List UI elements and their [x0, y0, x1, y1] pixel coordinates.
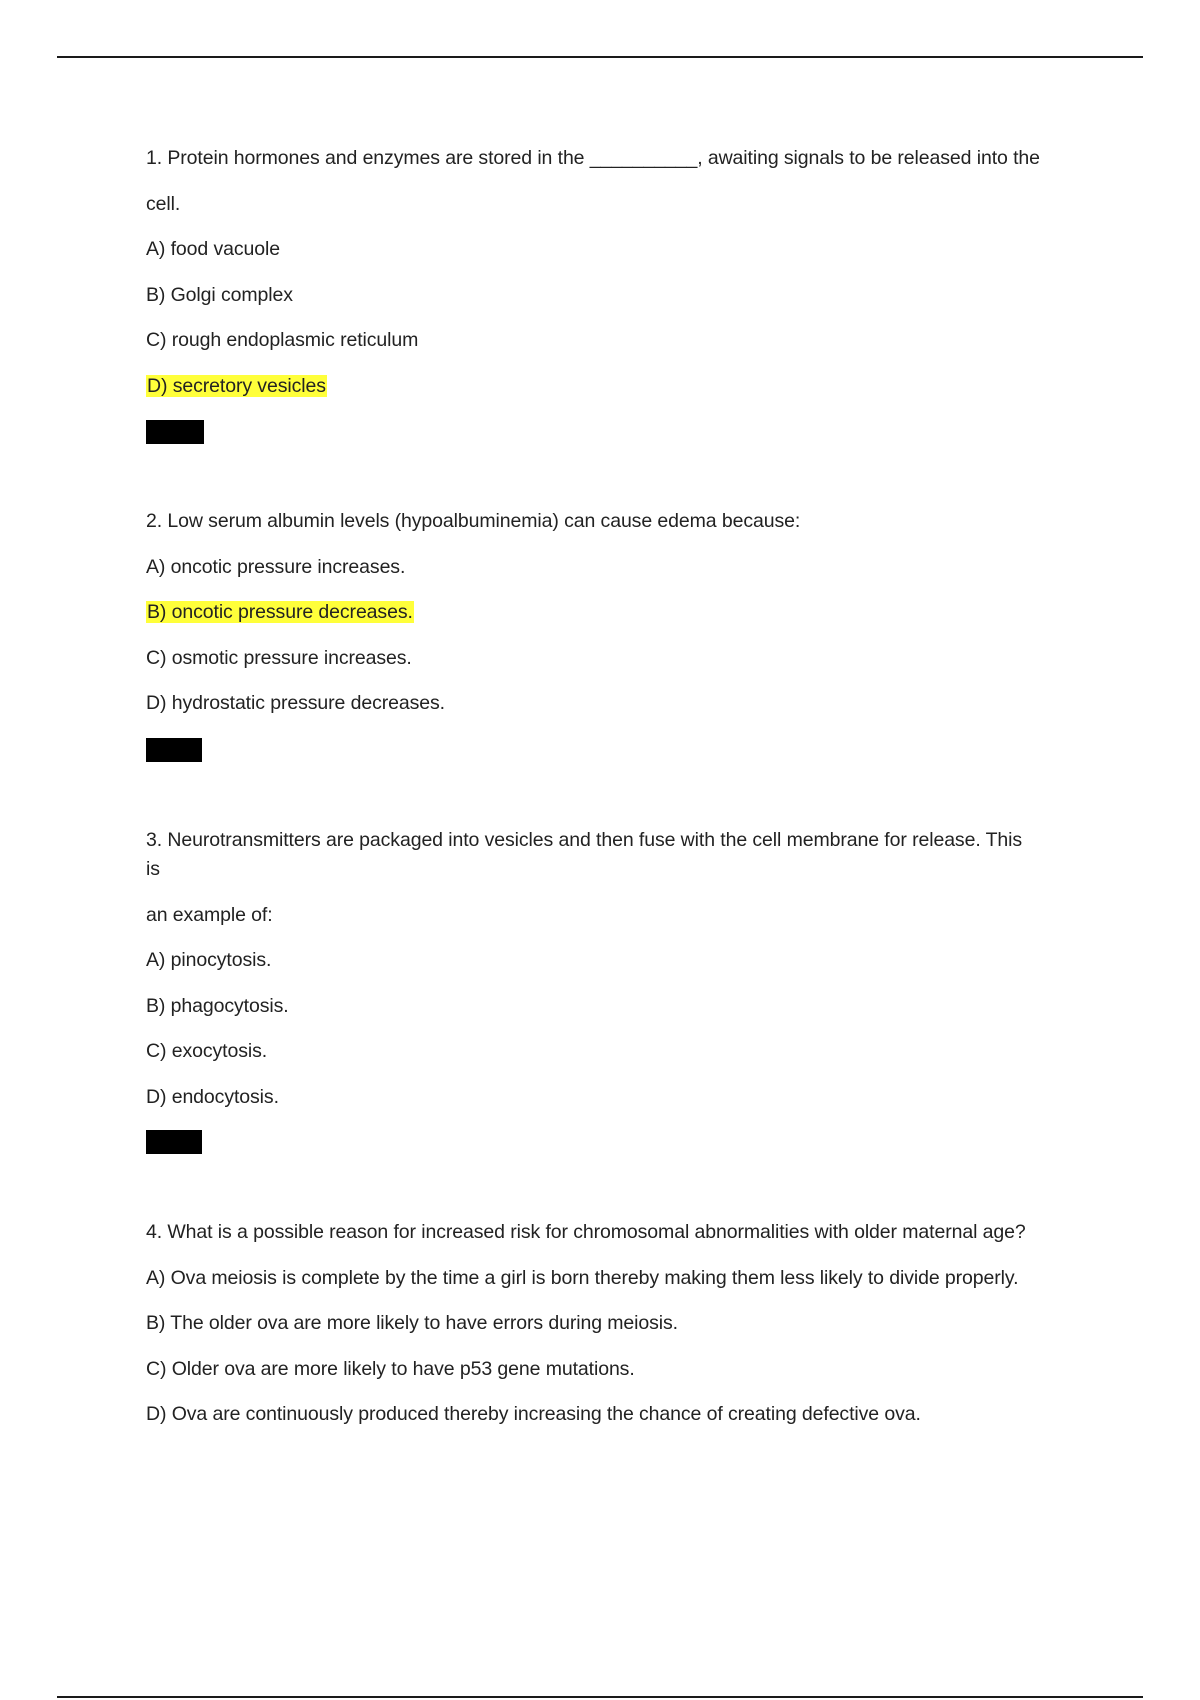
highlighted-answer: D) secretory vesicles: [147, 375, 326, 397]
question-4-stem: 4. What is a possible reason for increased risk for chromosomal abnormalities with older maternal age?: [146, 1221, 1026, 1243]
question-2-option-d: D) hydrostatic pressure decreases.: [146, 692, 445, 714]
question-4-option-a: A) Ova meiosis is complete by the time a girl is born thereby making them less likely to divide properly.: [146, 1267, 1019, 1289]
question-3-stem-line-2: is: [146, 858, 160, 880]
question-1-option-a: A) food vacuole: [146, 238, 281, 260]
redaction-box-2: [146, 738, 202, 762]
question-2-option-a: A) oncotic pressure increases.: [146, 556, 406, 578]
question-2-option-b: [146, 600, 414, 624]
question-4-option-b: B) The older ova are more likely to have errors during meiosis.: [146, 1312, 678, 1334]
question-1-option-d: [146, 374, 327, 398]
question-1-option-b: B) Golgi complex: [146, 284, 293, 306]
question-2-stem: 2. Low serum albumin levels (hypoalbuminemia) can cause edema because:: [146, 510, 801, 532]
question-3-stem-line-3: an example of:: [146, 904, 273, 926]
redaction-box-3: [146, 1130, 202, 1154]
question-1-stem-line-2: cell.: [146, 193, 181, 215]
footer-rule: [57, 1696, 1143, 1698]
question-4-option-c: C) Older ova are more likely to have p53 gene mutations.: [146, 1358, 635, 1380]
question-4-option-d: D) Ova are continuously produced thereby increasing the chance of creating defective ova.: [146, 1403, 921, 1425]
question-2-option-c: C) osmotic pressure increases.: [146, 647, 412, 669]
question-3-option-d: D) endocytosis.: [146, 1086, 279, 1108]
header-rule: [57, 56, 1143, 58]
question-3-option-a: A) pinocytosis.: [146, 949, 272, 971]
redaction-box-1: [146, 420, 204, 444]
highlighted-answer: B) oncotic pressure decreases.: [147, 601, 413, 623]
question-1-option-c: C) rough endoplasmic reticulum: [146, 329, 419, 351]
question-1-stem-line-1: 1. Protein hormones and enzymes are stored in the __________, awaiting signals to be released into the: [146, 147, 1040, 169]
question-3-stem-line-1: 3. Neurotransmitters are packaged into vesicles and then fuse with the cell membrane for release. This: [146, 829, 1023, 851]
question-3-option-c: C) exocytosis.: [146, 1040, 268, 1062]
question-3-option-b: B) phagocytosis.: [146, 995, 289, 1017]
